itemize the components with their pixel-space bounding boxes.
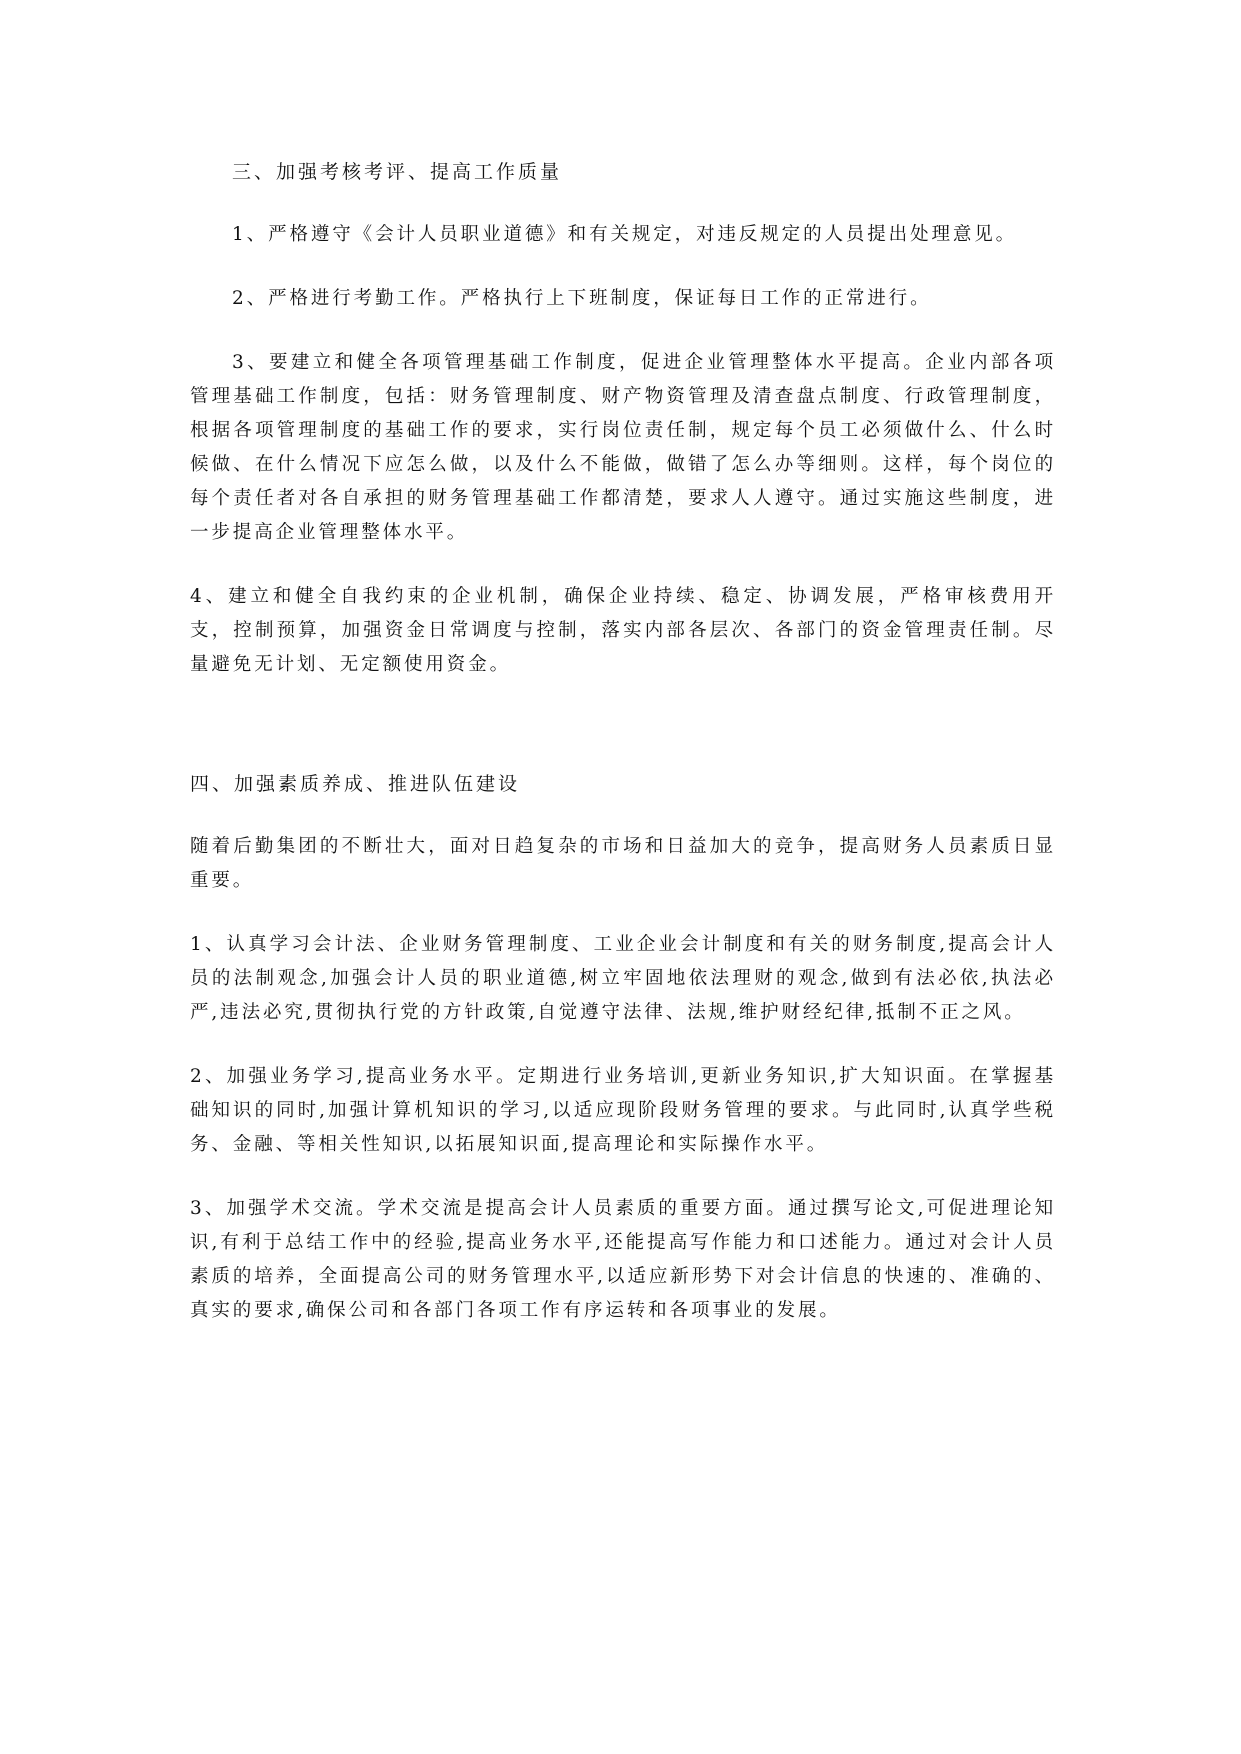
section-three-item-1: 1、严格遵守《会计人员职业道德》和有关规定，对违反规定的人员提出处理意见。 (232, 224, 1018, 245)
section-four-item-3: 3、加强学术交流。学术交流是提高会计人员素质的重要方面。通过撰写论文,可促进理论知识,有利于总结工作中的经验,提高业务水平,还能提高写作能力和口述能力。通过对会计人员素质的培养，全面提高公司的财务管理水平,以适应新形势下对会计信息的快速的、准确的、真实的要求,确保公司和各部门各项工作有序运转和各项事业的发展。 (190, 1198, 1056, 1321)
section-three-item-2: 2、严格进行考勤工作。严格执行上下班制度，保证每日工作的正常进行。 (232, 288, 932, 309)
document-body (190, 158, 1056, 1358)
section-three-item-4: 4、建立和健全自我约束的企业机制，确保企业持续、稳定、协调发展，严格审核费用开支，控制预算，加强资金日常调度与控制，落实内部各层次、各部门的资金管理责任制。尽量避免无计划、无定额使用资金。 (190, 586, 1056, 675)
section-three-item-3: 3、要建立和健全各项管理基础工作制度，促进企业管理整体水平提高。企业内部各项管理基础工作制度，包括：财务管理制度、财产物资管理及清查盘点制度、行政管理制度，根据各项管理制度的基础工作的要求，实行岗位责任制，规定每个员工必须做什么、什么时候做、在什么情况下应怎么做，以及什么不能做，做错了怎么办等细则。这样，每个岗位的每个责任者对各自承担的财务管理基础工作都清楚，要求人人遵守。通过实施这些制度，进一步提高企业管理整体水平。 (190, 352, 1056, 543)
section-four (190, 770, 1056, 1328)
section-four-item-2: 2、加强业务学习,提高业务水平。定期进行业务培训,更新业务知识,扩大知识面。在掌握基础知识的同时,加强计算机知识的学习,以适应现阶段财务管理的要求。与此同时,认真学些税务、金融、等相关性知识,以拓展知识面,提高理论和实际操作水平。 (190, 1066, 1056, 1155)
section-three-title: 三、加强考核考评、提高工作质量 (232, 161, 563, 183)
section-four-item-1: 1、认真学习会计法、企业财务管理制度、工业企业会计制度和有关的财务制度,提高会计人员的法制观念,加强会计人员的职业道德,树立牢固地依法理财的观念,做到有法必依,执法必严,违法必究,贯彻执行党的方针政策,自觉遵守法律、法规,维护财经纪律,抵制不正之风。 (190, 934, 1056, 1023)
section-four-title: 四、加强素质养成、推进队伍建设 (190, 773, 521, 795)
section-four-intro: 随着后勤集团的不断壮大，面对日趋复杂的市场和日益加大的竞争，提高财务人员素质日显重要。 (190, 836, 1056, 891)
section-three (190, 158, 1056, 682)
section-spacer (190, 712, 1056, 770)
